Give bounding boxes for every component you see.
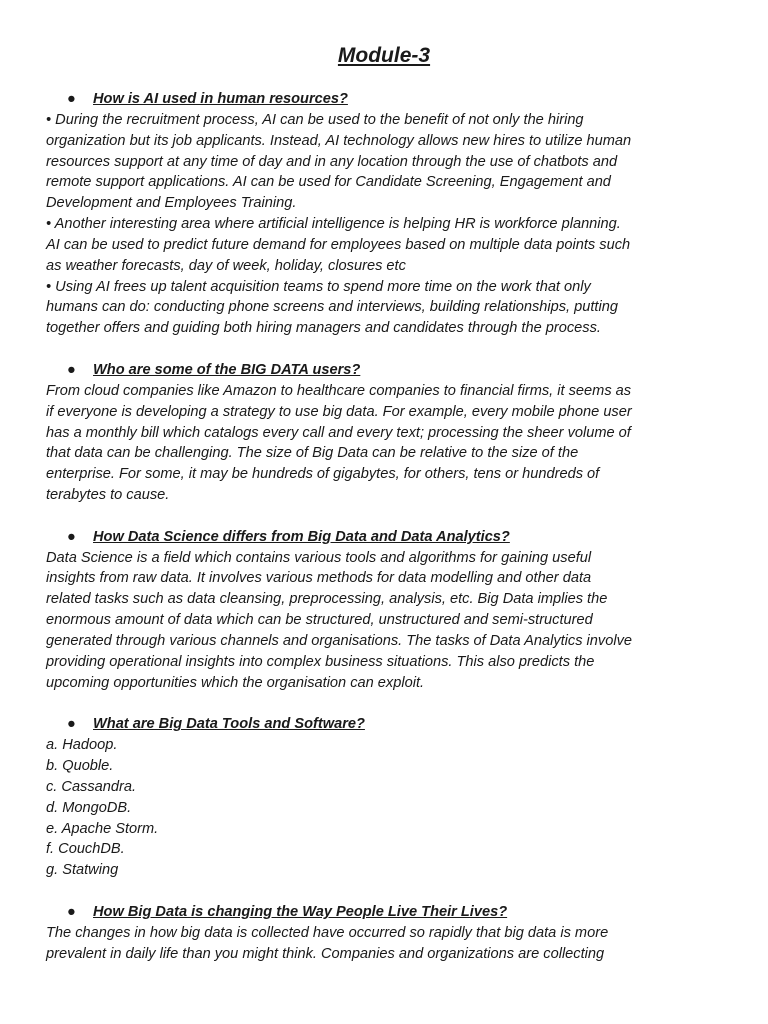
paragraph-line: organization but its job applicants. Instead, AI technology allows new hires to utilize human [46,132,632,149]
paragraph-line: together offers and guiding both hiring managers and candidates through the process. [46,320,601,337]
paragraph-line: as weather forecasts, day of week, holiday, closures etc [46,257,406,274]
paragraph-line: enormous amount of data which can be structured, unstructured and semi-structured [46,612,593,629]
paragraph-line: • During the recruitment process, AI can be used to the benefit of not only the hiring [46,111,584,128]
bullet-icon: ● [67,716,76,733]
paragraph-line: • Using AI frees up talent acquisition teams to spend more time on the work that only [46,278,591,295]
question-text: How Big Data is changing the Way People Live Their Lives? [93,903,508,920]
section-heading [46,902,736,923]
question-text: Who are some of the BIG DATA users? [93,361,361,378]
document-body [46,89,736,964]
paragraph-line: related tasks such as data cleansing, preprocessing, analysis, etc. Big Data implies the [46,591,608,608]
paragraph-line: terabytes to cause. [46,487,170,504]
paragraph-line: humans can do: conducting phone screens and interviews, building relationships, putting [46,299,618,316]
paragraph-line: remote support applications. AI can be used for Candidate Screening, Engagement and [46,174,611,191]
question-text: How Data Science differs from Big Data and Data Analytics? [93,528,510,545]
question-text: What are Big Data Tools and Software? [93,716,365,733]
spacer [46,506,736,527]
section-heading [46,360,736,381]
paragraph-line: • Another interesting area where artificial intelligence is helping HR is workforce planning. [46,216,621,233]
paragraph-line: Data Science is a field which contains various tools and algorithms for gaining useful [46,549,592,566]
paragraph-line: that data can be challenging. The size of Big Data can be relative to the size of the [46,445,579,462]
page-title: Module-3 [337,44,431,67]
paragraph-line: providing operational insights into complex business situations. This also predicts the [46,653,595,670]
question-text: How is AI used in human resources? [93,91,348,107]
paragraph-line: insights from raw data. It involves various methods for data modelling and other data [46,570,592,587]
paragraph-line: Development and Employees Training. [46,195,297,212]
bullet-icon: ● [67,361,76,378]
section-heading [46,527,736,548]
paragraph-line: generated through various channels and organisations. The tasks of Data Analytics involve [46,632,632,649]
paragraph-line: From cloud companies like Amazon to healthcare companies to financial firms, it seems as [46,382,632,399]
spacer [46,881,736,902]
spacer [46,339,736,360]
bullet-icon: ● [67,528,76,545]
paragraph-line: AI can be used to predict future demand for employees based on multiple data points such [46,236,631,253]
list-item: d. MongoDB. [46,799,132,816]
list-item: g. Statwing [46,862,119,879]
paragraph-line: The changes in how big data is collected have occurred so rapidly that big data is more [46,924,609,941]
bullet-icon: ● [67,91,76,107]
spacer [46,693,736,714]
paragraph-line: resources support at any time of day and in any location through the use of chatbots and [46,153,618,170]
section-heading [46,714,736,735]
paragraph-line: has a monthly bill which catalogs every call and every text; processing the sheer volume of [46,424,631,441]
list-item: b. Quoble. [46,758,114,774]
list-item: e. Apache Storm. [46,820,159,837]
paragraph-line: enterprise. For some, it may be hundreds of gigabytes, for others, tens or hundreds of [46,466,600,483]
list-item: f. CouchDB. [46,841,125,858]
list-item: a. Hadoop. [46,737,118,754]
paragraph-line: upcoming opportunities which the organisation can exploit. [46,674,425,691]
paragraph-line: if everyone is developing a strategy to use big data. For example, every mobile phone user [46,403,632,420]
list-item: c. Cassandra. [46,778,137,795]
section-heading [46,89,736,110]
paragraph-line: prevalent in daily life than you might think. Companies and organizations are collecting [46,945,605,962]
bullet-icon: ● [67,903,76,920]
